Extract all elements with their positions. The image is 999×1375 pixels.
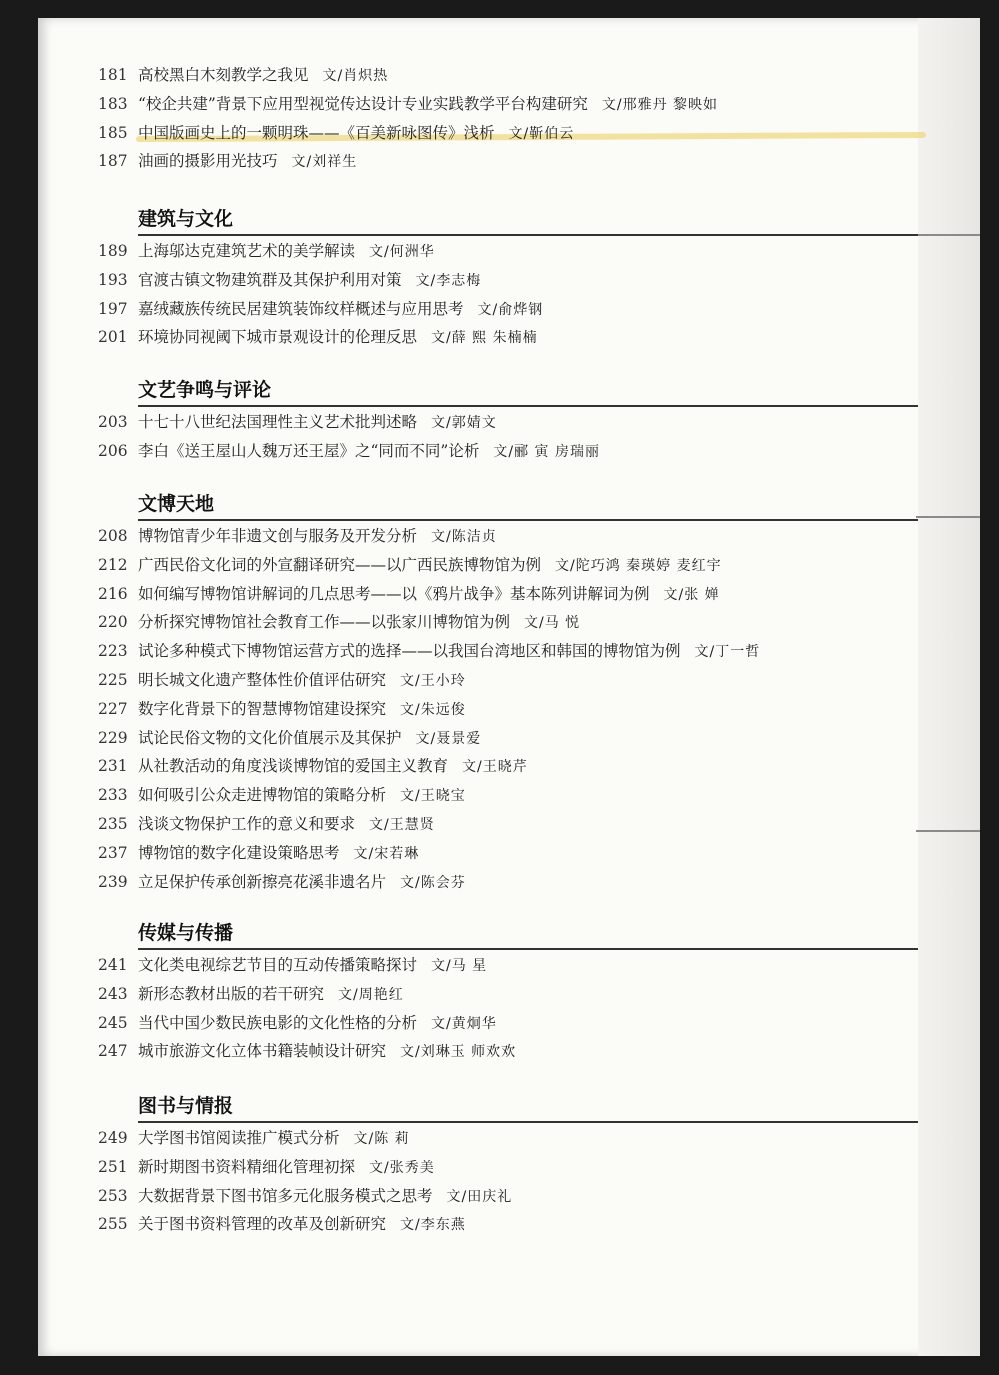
toc-entry [98,1038,516,1064]
page-number: 187 [98,152,128,171]
article-title: 文化类电视综艺节目的互动传播策略探讨 [138,956,418,974]
article-author: 文/俞烨钢 [477,301,544,318]
article-title: 城市旅游文化立体书籍装帧设计研究 [138,1042,387,1061]
toc-entry [98,667,466,693]
page-number: 251 [98,1157,128,1176]
article-title: 浅谈文物保护工作的意义和要求 [138,815,356,833]
section-heading: 传媒与传播 [138,922,234,944]
article-title: 中国版画史上的一颗明珠——《百美新咏图传》浅析 [138,123,495,142]
toc-entry [98,696,466,722]
article-title: 如何吸引公众走进博物馆的策略分析 [138,786,387,805]
page-number: 181 [98,66,128,84]
toc-entry [98,638,760,664]
article-author: 文/宋若琳 [353,845,420,862]
article-author: 文/聂景爱 [415,730,482,747]
article-author: 文/陀巧鸿 秦瑛婷 麦红宇 [555,557,722,574]
article-title: 明长城文化遗产整体性价值评估研究 [138,671,387,689]
toc-entry [98,725,481,751]
page-number: 201 [98,328,128,347]
article-title: 关于图书资料管理的改革及创新研究 [138,1215,387,1234]
article-author: 文/丁一哲 [694,644,761,661]
article-title: 官渡古镇文物建筑群及其保护利用对策 [138,270,402,289]
article-title: 分析探究博物馆社会教育工作——以张家川博物馆为例 [138,613,511,632]
article-title: 博物馆青少年非遗文创与服务及开发分析 [138,527,418,545]
bleed-through-margin [918,18,980,1356]
toc-entry [98,753,528,779]
article-author: 文/马 悦 [524,615,581,632]
toc-entry [98,981,404,1007]
article-title: 试论民俗文物的文化价值展示及其保护 [138,728,402,747]
page-number: 189 [98,242,128,260]
toc-entry [98,581,720,607]
page-number: 223 [98,642,128,661]
section-heading: 图书与情报 [138,1095,234,1117]
article-author: 文/王小玲 [400,673,466,689]
toc-entry [98,782,466,808]
article-author: 文/黄炯华 [431,1015,497,1032]
page-number: 208 [98,527,128,545]
page-number: 206 [98,441,128,460]
article-author: 文/郭婧文 [431,415,497,431]
toc-entry [98,552,722,578]
toc-entry [98,840,419,866]
toc-entry [98,148,357,174]
article-title: 从社教活动的角度浅谈博物馆的爱国主义教育 [138,757,449,776]
page-number: 241 [98,956,128,974]
section-rule [138,234,918,236]
bleed-rule [916,234,980,236]
article-author: 文/王晓宝 [400,788,466,805]
toc-entry [98,91,718,117]
page-number: 212 [98,555,128,574]
article-author: 文/王晓芹 [462,759,528,776]
toc-entry [98,324,538,350]
page-number: 231 [98,757,128,776]
page-number: 203 [98,413,128,431]
article-title: 大数据背景下图书馆多元化服务模式之思考 [138,1186,433,1205]
page-number: 197 [98,299,128,318]
article-title: 立足保护传承创新擦亮花溪非遗名片 [138,872,387,891]
article-author: 文/薛 熙 朱楠楠 [431,330,538,347]
section-rule [138,1121,918,1123]
toc-entry [98,1183,512,1209]
article-author: 文/王慧贤 [369,817,435,833]
page-number: 183 [98,94,128,113]
article-author: 文/张 婵 [663,586,720,603]
toc-entry [98,438,600,464]
article-title: 新形态教材出版的若干研究 [138,984,325,1003]
article-title: 如何编写博物馆讲解词的几点思考——以《鸦片战争》基本陈列讲解词为例 [138,584,650,603]
article-title: 十七十八世纪法国理性主义艺术批判述略 [138,413,418,431]
toc-entry [98,609,580,635]
page-number: 220 [98,613,128,632]
page-number: 249 [98,1129,128,1147]
article-title: “校企共建”背景下应用型视觉传达设计专业实践教学平台构建研究 [138,94,588,113]
section-rule [138,405,918,407]
article-author: 文/周艳红 [338,986,404,1003]
article-author: 文/邢雅丹 黎映如 [601,96,719,113]
page-number: 253 [98,1186,128,1205]
section-heading: 文艺争鸣与评论 [138,379,272,401]
article-author: 文/朱远俊 [400,701,466,718]
toc-entry [98,523,497,549]
section-heading: 建筑与文化 [138,208,234,230]
page-number: 229 [98,728,128,747]
page-number: 255 [98,1215,128,1234]
page-number: 239 [98,872,128,891]
article-author: 文/郦 寅 房瑞丽 [493,443,600,460]
toc-entry [98,952,487,978]
toc-entry [98,1154,435,1180]
toc-entry [98,869,466,895]
page-number: 233 [98,786,128,805]
bleed-rule [916,516,980,518]
page-number: 227 [98,699,128,718]
toc-entry [98,811,435,837]
article-author: 文/陈洁贞 [431,529,497,545]
page-number: 225 [98,671,128,689]
article-title: 上海邬达克建筑艺术的美学解读 [138,242,356,260]
toc-entry [98,1211,466,1237]
article-title: 环境协同视阈下城市景观设计的伦理反思 [138,328,418,347]
article-author: 文/陈 莉 [353,1131,410,1147]
article-author: 文/田庆礼 [446,1188,513,1205]
section-rule [138,948,918,950]
article-author: 文/肖炽热 [322,68,389,84]
page-number: 245 [98,1013,128,1032]
toc-entry [98,1010,497,1036]
page-number: 193 [98,270,128,289]
article-title: 试论多种模式下博物馆运营方式的选择——以我国台湾地区和韩国的博物馆为例 [138,642,681,661]
article-title: 新时期图书资料精细化管理初探 [138,1157,356,1176]
article-author: 文/张秀美 [369,1159,435,1176]
toc-entry [98,409,497,435]
toc-entry [98,296,543,322]
page-number: 185 [98,123,128,142]
article-title: 油画的摄影用光技巧 [138,152,278,171]
toc-entry [98,120,574,146]
page-number: 216 [98,584,128,603]
toc-entry [98,1125,410,1151]
toc-entry [98,238,435,264]
page-number: 235 [98,815,128,833]
article-author: 文/马 星 [431,958,488,974]
article-title: 广西民俗文化词的外宣翻译研究——以广西民族博物馆为例 [138,555,542,574]
bleed-rule [916,830,980,832]
article-author: 文/李志梅 [415,272,482,289]
toc-entry [98,62,388,88]
article-author: 文/李东燕 [400,1217,466,1234]
article-title: 数字化背景下的智慧博物馆建设探究 [138,699,387,718]
section-rule [138,519,918,521]
page-number: 247 [98,1042,128,1061]
page-number: 243 [98,984,128,1003]
section-heading: 文博天地 [138,493,215,515]
article-title: 高校黑白木刻教学之我见 [138,66,309,84]
page-number: 237 [98,843,128,862]
article-title: 李白《送王屋山人魏万还王屋》之“同而不同”论析 [138,441,480,460]
scanned-page [38,18,980,1356]
article-author: 文/靳伯云 [508,125,575,142]
article-author: 文/刘琳玉 师欢欢 [400,1044,517,1061]
article-title: 博物馆的数字化建设策略思考 [138,843,340,862]
article-author: 文/陈会芬 [400,874,466,891]
article-title: 当代中国少数民族电影的文化性格的分析 [138,1013,418,1032]
article-title: 大学图书馆阅读推广模式分析 [138,1129,340,1147]
article-title: 嘉绒藏族传统民居建筑装饰纹样概述与应用思考 [138,299,464,318]
article-author: 文/何洲华 [369,244,435,260]
toc-entry [98,267,481,293]
article-author: 文/刘祥生 [291,154,358,171]
